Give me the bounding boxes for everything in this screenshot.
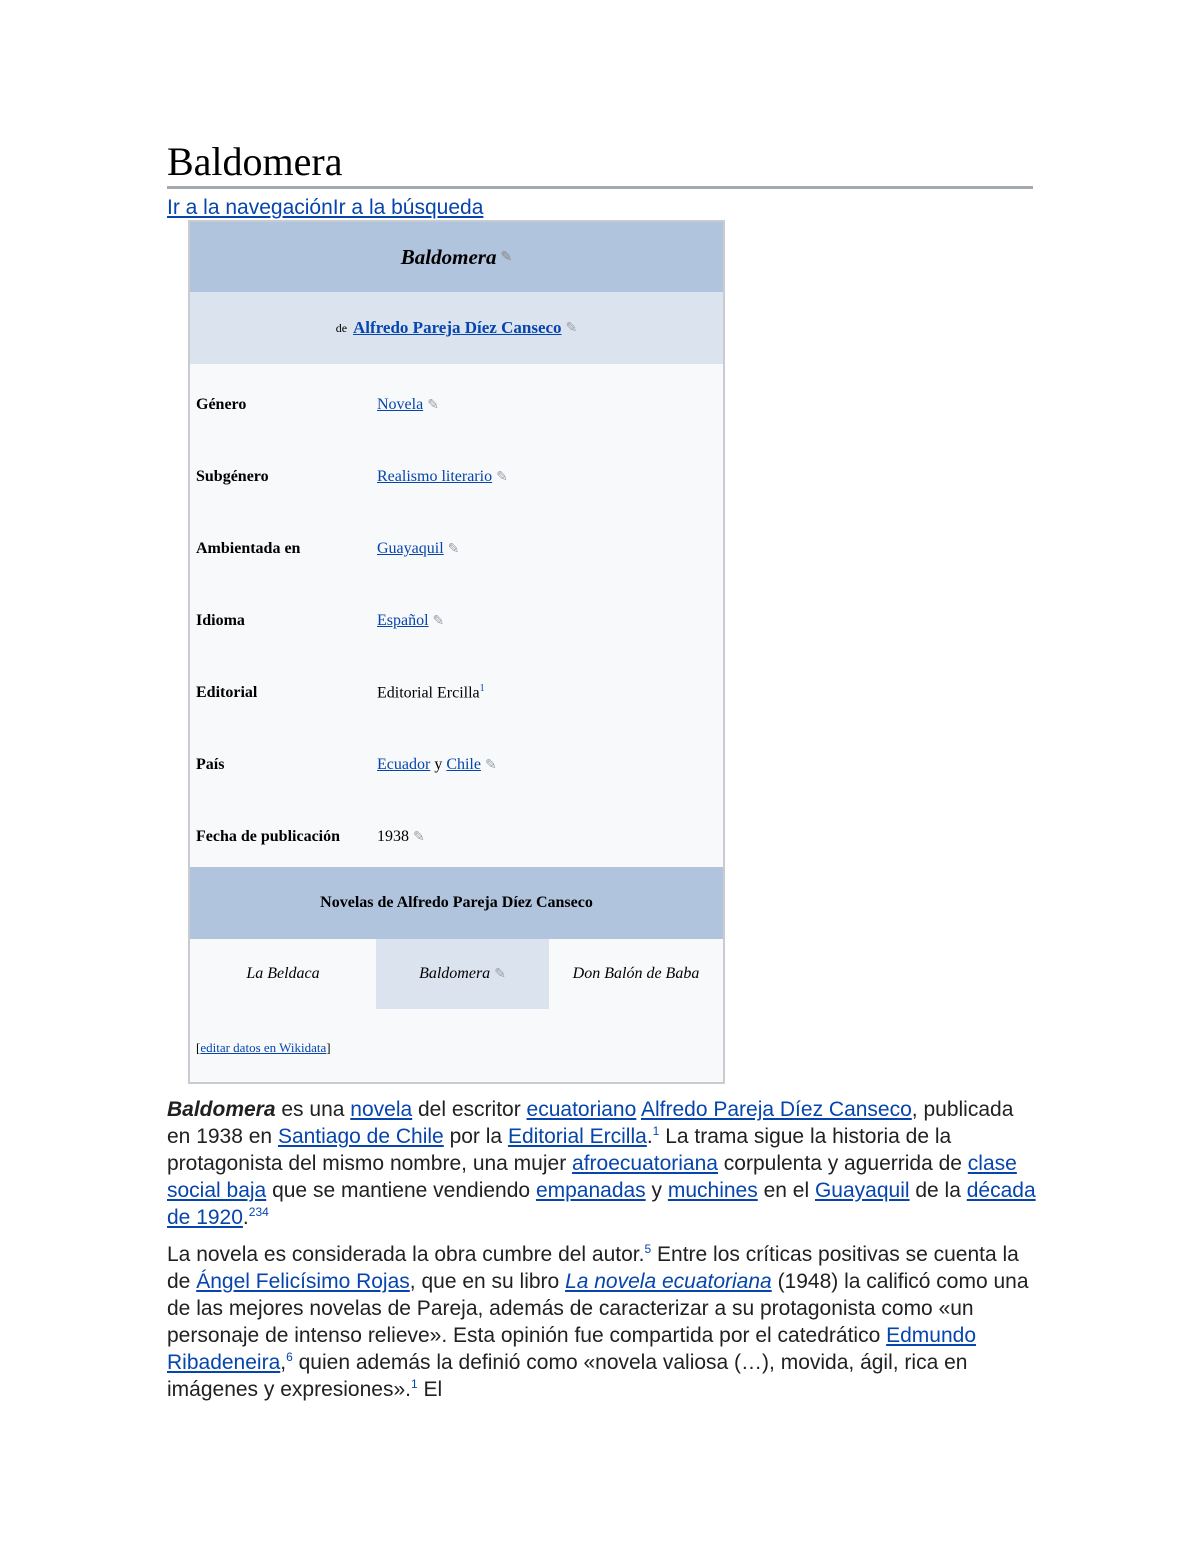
bracket-close: ] — [326, 1040, 331, 1055]
text: es una — [275, 1098, 351, 1121]
text: corpulenta y aguerrida de — [717, 1152, 968, 1175]
infobox-author — [190, 292, 723, 364]
link-author[interactable]: Alfredo Pareja Díez Canseco — [640, 1098, 912, 1121]
row-label: Subgénero — [196, 468, 269, 485]
link-ribadeneira[interactable]: Edmundo Ribadeneira — [167, 1324, 977, 1374]
text: El — [417, 1378, 443, 1401]
article-body — [167, 1096, 1037, 1413]
row-label: Editorial — [196, 684, 258, 701]
page-title: Baldomera — [167, 140, 1033, 189]
link-muchines[interactable]: muchines — [667, 1179, 758, 1202]
jump-links[interactable]: Ir a la navegaciónIr a la búsqueda — [167, 196, 484, 219]
link-afroecuatoriana[interactable]: afroecuatoriana — [572, 1152, 718, 1175]
text: . — [242, 1206, 249, 1229]
row-value-link[interactable]: Chile — [446, 756, 481, 773]
row-value-join: y — [434, 756, 443, 773]
reference-link[interactable]: 1 — [652, 1124, 660, 1138]
infobox-row-pais — [190, 729, 723, 801]
infobox-row-ambientada — [190, 513, 723, 585]
link-empanadas[interactable]: empanadas — [535, 1179, 646, 1202]
infobox-row-editorial — [190, 657, 723, 729]
link-novela-ecuatoriana[interactable]: La novela ecuatoriana — [565, 1270, 772, 1293]
paragraph-2 — [167, 1241, 1037, 1403]
bracket-open: [ — [196, 1040, 201, 1055]
row-value: 1938 — [377, 828, 409, 845]
reference-link[interactable]: 234 — [248, 1205, 269, 1219]
text: , publicada en 1938 en — [167, 1098, 1014, 1148]
link-decada[interactable]: década de 1920 — [167, 1179, 1036, 1229]
infobox-row-subgenero — [190, 441, 723, 513]
reference-link[interactable]: 5 — [644, 1242, 652, 1256]
text: (1948) la calificó como una de las mejores novelas de Pareja, además de caracterizar a su protagonista como «un personaje de intenso relieve». Esta opinión fue compartida por el catedrático — [167, 1270, 1029, 1347]
text: , que en su libro — [409, 1270, 566, 1293]
link-guayaquil[interactable]: Guayaquil — [814, 1179, 910, 1202]
text: por la — [443, 1125, 508, 1148]
pencil-edit-icon[interactable]: ✎ — [494, 966, 506, 982]
row-label: Ambientada en — [196, 540, 301, 557]
pencil-edit-icon[interactable]: ✎ — [427, 398, 439, 413]
row-value-link[interactable]: Realismo literario — [377, 468, 493, 485]
row-label: Fecha de publicación — [196, 828, 341, 845]
text: , — [280, 1351, 287, 1374]
row-label: Género — [196, 396, 247, 413]
pencil-edit-icon[interactable]: ✎ — [500, 249, 513, 265]
series-prev[interactable]: La Beldaca — [246, 965, 320, 982]
text: que se mantiene vendiendo — [266, 1179, 536, 1202]
pencil-edit-icon[interactable]: ✎ — [496, 470, 508, 485]
text: y — [645, 1179, 668, 1202]
row-label: País — [196, 756, 225, 773]
author-prefix: de — [335, 320, 348, 335]
link-clase-social[interactable]: clase social baja — [167, 1152, 1017, 1202]
pencil-edit-icon[interactable]: ✎ — [413, 830, 425, 845]
text: en el — [757, 1179, 815, 1202]
text: de la — [909, 1179, 967, 1202]
text: quien además la definió como «novela valiosa (…), movida, ágil, rica en imágenes y expresiones». — [167, 1351, 968, 1401]
series-next[interactable]: Don Balón de Baba — [572, 965, 700, 982]
row-value-link[interactable]: Guayaquil — [377, 540, 444, 557]
infobox-title-text: Baldomera — [400, 244, 497, 269]
link-novela[interactable]: novela — [350, 1098, 413, 1121]
pencil-edit-icon[interactable]: ✎ — [565, 320, 578, 336]
paragraph-1 — [167, 1096, 1037, 1231]
link-ecuatoriano[interactable]: ecuatoriano — [526, 1098, 637, 1121]
reference-link[interactable]: 6 — [286, 1350, 293, 1364]
text: La novela es considerada la obra cumbre del autor. — [167, 1243, 645, 1266]
text: Entre los críticas positivas se cuenta la de — [167, 1243, 1019, 1293]
edit-wikidata-link[interactable]: editar datos en Wikidata — [200, 1040, 327, 1055]
series-current — [376, 939, 549, 1009]
row-value-link[interactable]: Español — [377, 612, 429, 629]
row-value-link[interactable]: Novela — [377, 396, 424, 413]
series-navigation — [190, 939, 723, 1009]
link-angel-rojas[interactable]: Ángel Felicísimo Rojas — [196, 1270, 410, 1293]
row-value-link[interactable]: Ecuador — [377, 756, 431, 773]
infobox — [188, 220, 725, 1084]
row-label: Idioma — [196, 612, 245, 629]
text: La trama sigue la historia de la protagonista del mismo nombre, una mujer — [167, 1125, 952, 1175]
pencil-edit-icon[interactable]: ✎ — [484, 758, 497, 773]
series-title: Novelas de Alfredo Pareja Díez Canseco — [190, 867, 723, 939]
infobox-title — [190, 222, 723, 292]
infobox-row-idioma — [190, 585, 723, 657]
text: . — [646, 1125, 653, 1148]
pencil-edit-icon[interactable]: ✎ — [447, 542, 460, 557]
edit-wikidata — [196, 1040, 331, 1056]
article-subject: Baldomera — [167, 1098, 276, 1121]
pencil-edit-icon[interactable]: ✎ — [432, 614, 445, 629]
row-value: Editorial Ercilla — [377, 684, 480, 702]
infobox-row-genero — [190, 369, 723, 441]
link-editorial[interactable]: Editorial Ercilla — [507, 1125, 647, 1148]
author-link[interactable]: Alfredo Pareja Díez Canseco — [353, 318, 562, 337]
series-current-text: Baldomera — [419, 965, 491, 982]
link-santiago[interactable]: Santiago de Chile — [277, 1125, 444, 1148]
infobox-row-fecha — [190, 801, 723, 873]
reference-link[interactable]: 1 — [410, 1377, 418, 1391]
text: del escritor — [412, 1098, 527, 1121]
reference-link[interactable]: 1 — [479, 683, 485, 695]
